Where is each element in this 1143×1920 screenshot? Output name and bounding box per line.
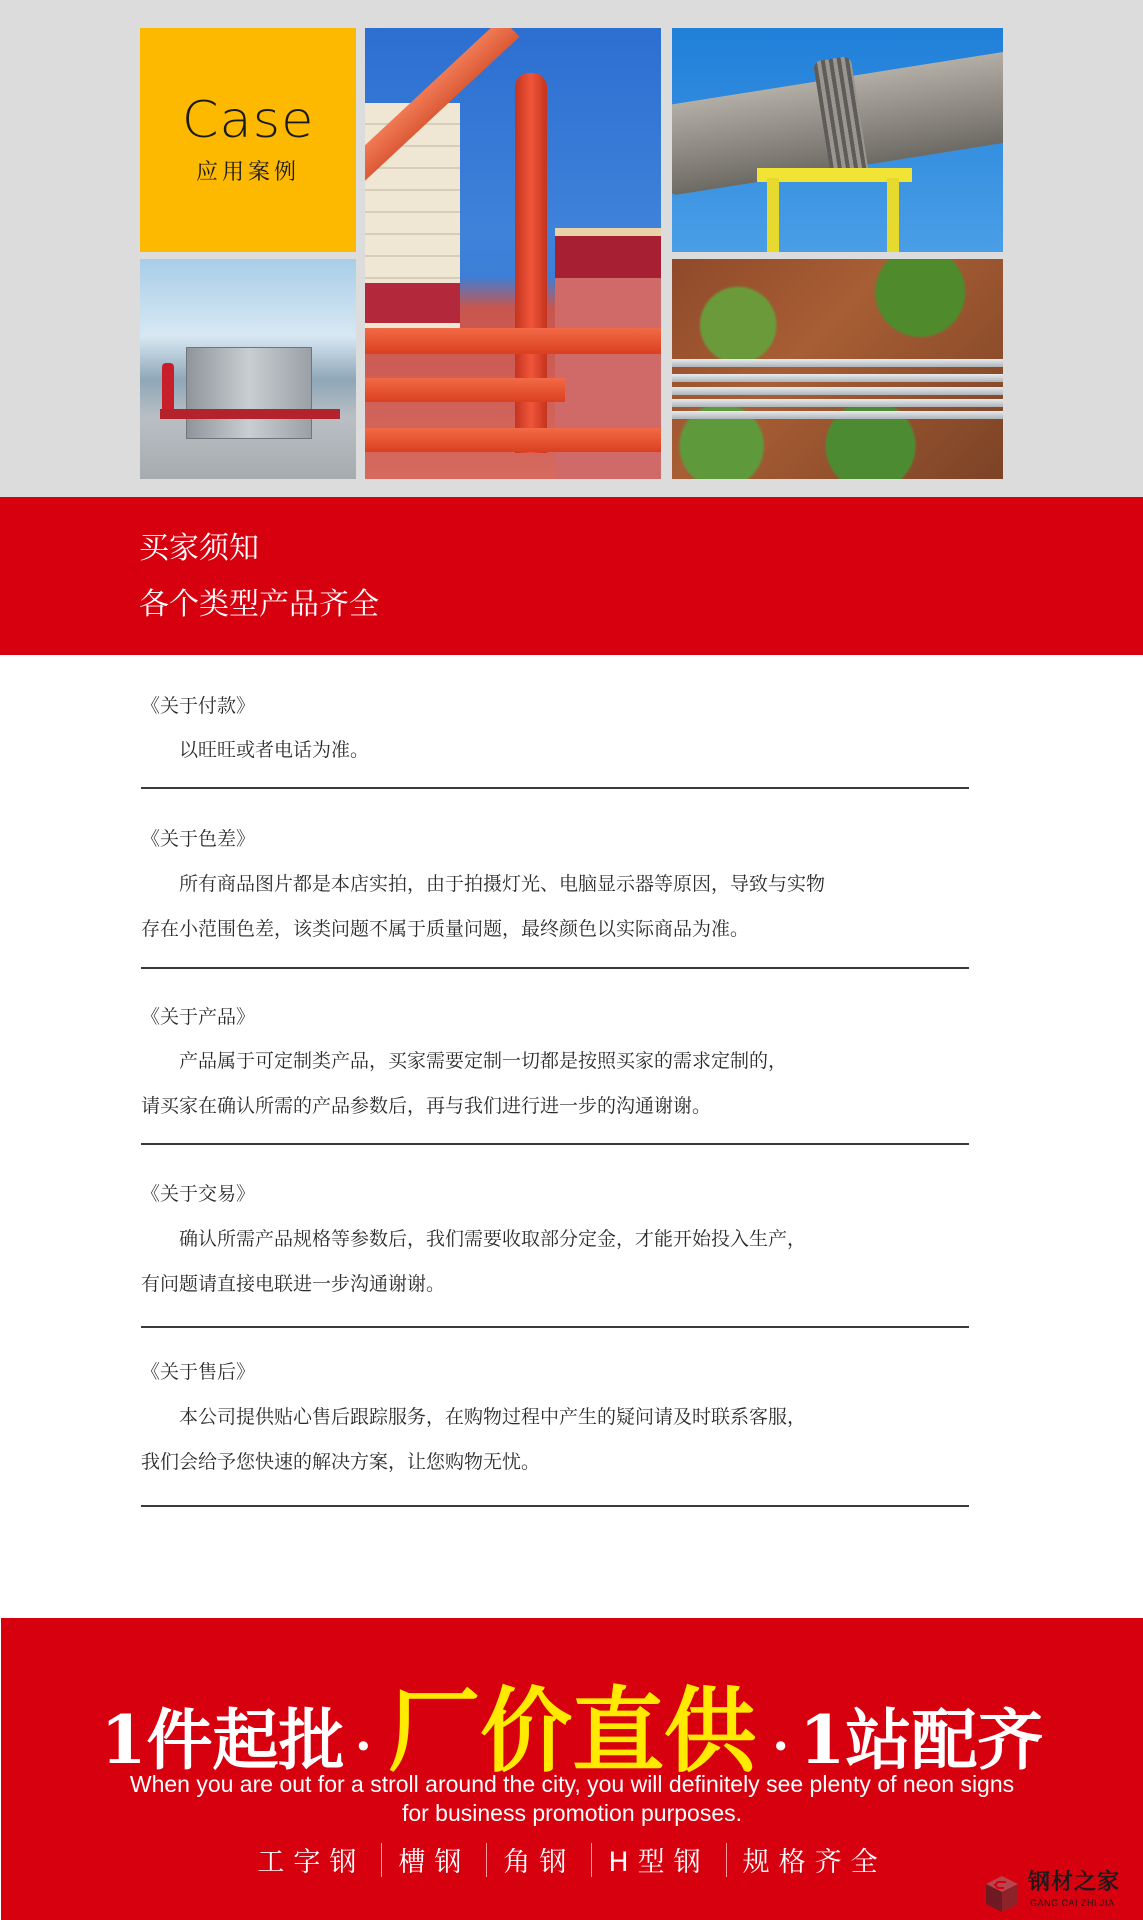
product-spec-list — [1, 1840, 1143, 1879]
support-leg-shape — [767, 178, 779, 252]
water-tank-photo — [140, 259, 356, 479]
spec-complete: 规格齐全 — [742, 1847, 887, 1878]
section-divider — [141, 787, 969, 789]
support-leg-shape — [887, 178, 899, 252]
spec-i-beam: 工字钢 — [257, 1847, 366, 1878]
galvanized-pipe-shape — [672, 399, 1003, 407]
case-title-tile — [140, 28, 356, 252]
horizontal-pipe-shape — [365, 428, 661, 452]
section-heading: 《关于售后》 — [141, 1361, 256, 1383]
tank-shape — [186, 347, 312, 439]
slogan-separator: · — [354, 1716, 372, 1775]
watermark-name: 钢材之家 — [1028, 1870, 1121, 1895]
section-text: 存在小范围色差，该类问题不属于质量问题，最终颜色以实际商品为准。 — [141, 918, 750, 940]
watermark-pinyin: GANG CAI ZHI JIA — [1030, 1898, 1115, 1908]
galvanized-pipe-shape — [672, 374, 1003, 382]
section-text: 所有商品图片都是本店实拍，由于拍摄灯光、电脑显示器等原因，导致与实物 — [141, 873, 826, 895]
notice-title: 买家须知 — [139, 531, 259, 566]
case-gallery — [0, 0, 1143, 497]
section-heading: 《关于付款》 — [141, 695, 256, 717]
section-divider — [141, 1326, 969, 1328]
buyer-notice-banner — [0, 497, 1143, 655]
section-text: 产品属于可定制类产品，买家需要定制一切都是按照买家的需求定制的， — [141, 1050, 788, 1072]
spec-h-beam: H型钢 — [608, 1847, 710, 1878]
garden-pipes-photo — [672, 259, 1003, 479]
watermark-logo — [984, 1868, 1140, 1916]
notice-subtitle: 各个类型产品齐全 — [139, 587, 379, 622]
spec-angle-steel: 角钢 — [503, 1847, 576, 1878]
case-title-cn: 应用案例 — [195, 159, 300, 185]
section-divider — [141, 1143, 969, 1145]
galvanized-pipe-shape — [672, 411, 1003, 419]
promo-banner — [1, 1618, 1143, 1920]
fire-pipe-photo — [365, 28, 661, 479]
section-text: 我们会给予您快速的解决方案，让您购物无忧。 — [141, 1451, 541, 1473]
slogan-one-stop: 1站配齐 — [799, 1701, 1044, 1779]
promo-english-text — [1, 1770, 1143, 1828]
section-text: 确认所需产品规格等参数后，我们需要收取部分定金，才能开始投入生产， — [141, 1228, 807, 1250]
promo-english-line: When you are out for a stroll around the city, you will definitely see plenty of neon signs — [129, 1771, 1015, 1797]
pipeline-bridge-photo — [672, 28, 1003, 252]
spec-channel-steel: 槽钢 — [398, 1847, 471, 1878]
galvanized-pipe-shape — [672, 359, 1003, 367]
case-title-en: Case — [181, 90, 315, 149]
section-text: 本公司提供贴心售后跟踪服务，在购物过程中产生的疑问请及时联系客服， — [141, 1406, 807, 1428]
section-divider — [141, 1505, 969, 1507]
section-heading: 《关于色差》 — [141, 828, 256, 850]
red-pipe-shape — [160, 409, 340, 419]
horizontal-pipe-shape — [365, 328, 661, 354]
promo-english-line: for business promotion purposes. — [401, 1800, 743, 1826]
section-heading: 《关于交易》 — [141, 1183, 256, 1205]
wall-band-shape — [365, 283, 460, 323]
section-text: 以旺旺或者电话为准。 — [141, 739, 370, 761]
slogan-factory-price: 厂价直供 — [387, 1677, 756, 1785]
slogan-min-order: 1件起批 — [100, 1701, 345, 1779]
cube-logo-icon — [984, 1874, 1020, 1914]
section-heading: 《关于产品》 — [141, 1006, 256, 1028]
section-divider — [141, 967, 969, 969]
section-text: 有问题请直接电联进一步沟通谢谢。 — [141, 1273, 446, 1295]
slogan-separator: · — [772, 1716, 790, 1775]
horizontal-pipe-shape — [365, 378, 565, 402]
section-text: 请买家在确认所需的产品参数后，再与我们进行进一步的沟通谢谢。 — [141, 1095, 712, 1117]
galvanized-pipe-shape — [672, 387, 1003, 395]
